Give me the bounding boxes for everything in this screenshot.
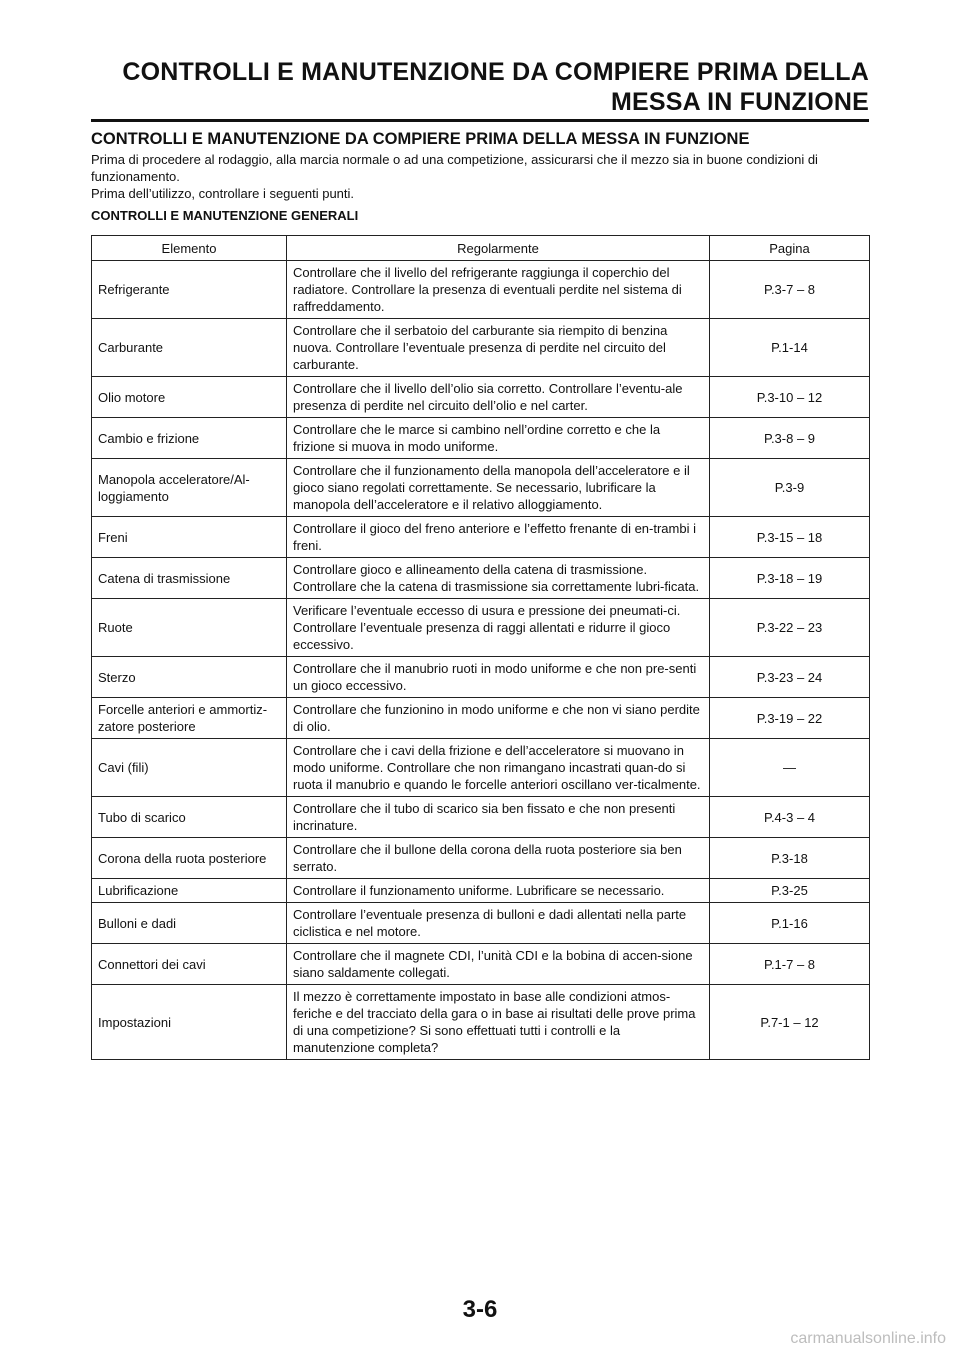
cell-page: P.1-7 – 8 — [710, 944, 870, 985]
table-row — [92, 517, 870, 558]
cell-page: P.3-10 – 12 — [710, 377, 870, 418]
table-header-row — [92, 236, 870, 261]
watermark: carmanualsonline.info — [790, 1330, 946, 1347]
cell-item: Catena di trasmissione — [92, 558, 287, 599]
intro-text — [91, 151, 871, 202]
cell-page: P.3-15 – 18 — [710, 517, 870, 558]
column-header-page: Pagina — [710, 236, 870, 261]
column-header-check: Regolarmente — [287, 236, 710, 261]
table-row — [92, 903, 870, 944]
cell-check: Controllare il funzionamento uniforme. Lubrificare se necessario. — [287, 879, 710, 903]
cell-check: Controllare che il bullone della corona della ruota posteriore sia ben serrato. — [287, 838, 710, 879]
table-row — [92, 599, 870, 657]
cell-page: P.3-18 – 19 — [710, 558, 870, 599]
cell-check: Controllare che il serbatoio del carburante sia riempito di benzina nuova. Controllare l’eventuale presenza di perdite nel circuito del carburante. — [287, 319, 710, 377]
table-row — [92, 944, 870, 985]
table-row — [92, 261, 870, 319]
cell-check: Controllare che funzionino in modo uniforme e che non vi siano perdite di olio. — [287, 698, 710, 739]
table-row — [92, 698, 870, 739]
table-row — [92, 985, 870, 1060]
cell-item: Cambio e frizione — [92, 418, 287, 459]
section-title: CONTROLLI E MANUTENZIONE DA COMPIERE PRIMA DELLA MESSA IN FUNZIONE — [91, 130, 750, 148]
table-row — [92, 797, 870, 838]
cell-item: Tubo di scarico — [92, 797, 287, 838]
cell-page: P.1-16 — [710, 903, 870, 944]
subheading: CONTROLLI E MANUTENZIONE GENERALI — [91, 208, 359, 223]
cell-check: Controllare che il funzionamento della manopola dell’acceleratore e il gioco siano regolati correttamente. Se necessario, lubrificare la manopola dell’acceleratore e il relativo alloggiamento. — [287, 459, 710, 517]
table-row — [92, 558, 870, 599]
table-row — [92, 879, 870, 903]
table-row — [92, 838, 870, 879]
intro-paragraph-1: Prima di procedere al rodaggio, alla marcia normale o ad una competizione, assicurarsi che il mezzo sia in buone condizioni di funzionamento. — [91, 152, 818, 184]
cell-item: Lubrificazione — [92, 879, 287, 903]
cell-page: — — [710, 739, 870, 797]
cell-check: Il mezzo è correttamente impostato in base alle condizioni atmos-feriche e del tracciato della gara o in base ai risultati delle prove prima di una competizione? Si sono effettuati tutti i controlli e la manutenzione completa? — [287, 985, 710, 1060]
cell-page: P.3-19 – 22 — [710, 698, 870, 739]
cell-item: Impostazioni — [92, 985, 287, 1060]
cell-check: Controllare il gioco del freno anteriore e l’effetto frenante di en-trambi i freni. — [287, 517, 710, 558]
cell-page: P.4-3 – 4 — [710, 797, 870, 838]
table-row — [92, 739, 870, 797]
maintenance-table — [91, 235, 870, 1060]
page-number: 3-6 — [462, 1296, 498, 1323]
header-divider — [91, 119, 869, 122]
cell-item: Manopola acceleratore/Al-loggiamento — [92, 459, 287, 517]
cell-page: P.3-18 — [710, 838, 870, 879]
cell-check: Controllare gioco e allineamento della catena di trasmissione. Controllare che la catena di trasmissione sia correttamente lubri-ficata. — [287, 558, 710, 599]
cell-item: Freni — [92, 517, 287, 558]
cell-page: P.3-7 – 8 — [710, 261, 870, 319]
cell-check: Controllare che le marce si cambino nell’ordine corretto e che la frizione si muova in modo uniforme. — [287, 418, 710, 459]
cell-item: Forcelle anteriori e ammortiz-zatore posteriore — [92, 698, 287, 739]
cell-page: P.3-22 – 23 — [710, 599, 870, 657]
cell-page: P.7-1 – 12 — [710, 985, 870, 1060]
cell-item: Refrigerante — [92, 261, 287, 319]
cell-page: P.3-23 – 24 — [710, 657, 870, 698]
cell-check: Controllare l’eventuale presenza di bulloni e dadi allentati nella parte ciclistica e nel motore. — [287, 903, 710, 944]
table-row — [92, 657, 870, 698]
cell-item: Olio motore — [92, 377, 287, 418]
cell-page: P.1-14 — [710, 319, 870, 377]
page-header-title — [122, 57, 869, 117]
cell-check: Controllare che il livello dell’olio sia corretto. Controllare l’eventu-ale presenza di perdite nel circuito dell’olio e nel carter. — [287, 377, 710, 418]
header-title-line-1: CONTROLLI E MANUTENZIONE DA COMPIERE PRIMA DELLA — [122, 58, 869, 86]
table-row — [92, 459, 870, 517]
cell-page: P.3-8 – 9 — [710, 418, 870, 459]
column-header-element: Elemento — [92, 236, 287, 261]
cell-page: P.3-9 — [710, 459, 870, 517]
cell-page: P.3-25 — [710, 879, 870, 903]
cell-item: Corona della ruota posteriore — [92, 838, 287, 879]
header-title-line-2: MESSA IN FUNZIONE — [610, 88, 869, 116]
intro-paragraph-2: Prima dell’utilizzo, controllare i seguenti punti. — [91, 186, 355, 201]
cell-item: Cavi (fili) — [92, 739, 287, 797]
cell-check: Controllare che il manubrio ruoti in modo uniforme e che non pre-senti un gioco eccessivo. — [287, 657, 710, 698]
table-row — [92, 319, 870, 377]
cell-check: Controllare che il magnete CDI, l’unità CDI e la bobina di accen-sione siano saldamente collegati. — [287, 944, 710, 985]
cell-item: Bulloni e dadi — [92, 903, 287, 944]
cell-item: Carburante — [92, 319, 287, 377]
cell-check: Verificare l’eventuale eccesso di usura e pressione dei pneumati-ci. Controllare l’eventuale presenza di raggi allentati e ridurre il gioco eccessivo. — [287, 599, 710, 657]
cell-item: Sterzo — [92, 657, 287, 698]
cell-check: Controllare che i cavi della frizione e dell’acceleratore si muovano in modo uniforme. Controllare che non rimangano incastrati quan-do si ruota il manubrio e quando le forcelle anteriori oscillano ver-ticalmente. — [287, 739, 710, 797]
cell-check: Controllare che il livello del refrigerante raggiunga il coperchio del radiatore. Controllare la presenza di eventuali perdite nel sistema di raffreddamento. — [287, 261, 710, 319]
cell-check: Controllare che il tubo di scarico sia ben fissato e che non presenti incrinature. — [287, 797, 710, 838]
cell-item: Connettori dei cavi — [92, 944, 287, 985]
table-row — [92, 377, 870, 418]
cell-item: Ruote — [92, 599, 287, 657]
table-row — [92, 418, 870, 459]
